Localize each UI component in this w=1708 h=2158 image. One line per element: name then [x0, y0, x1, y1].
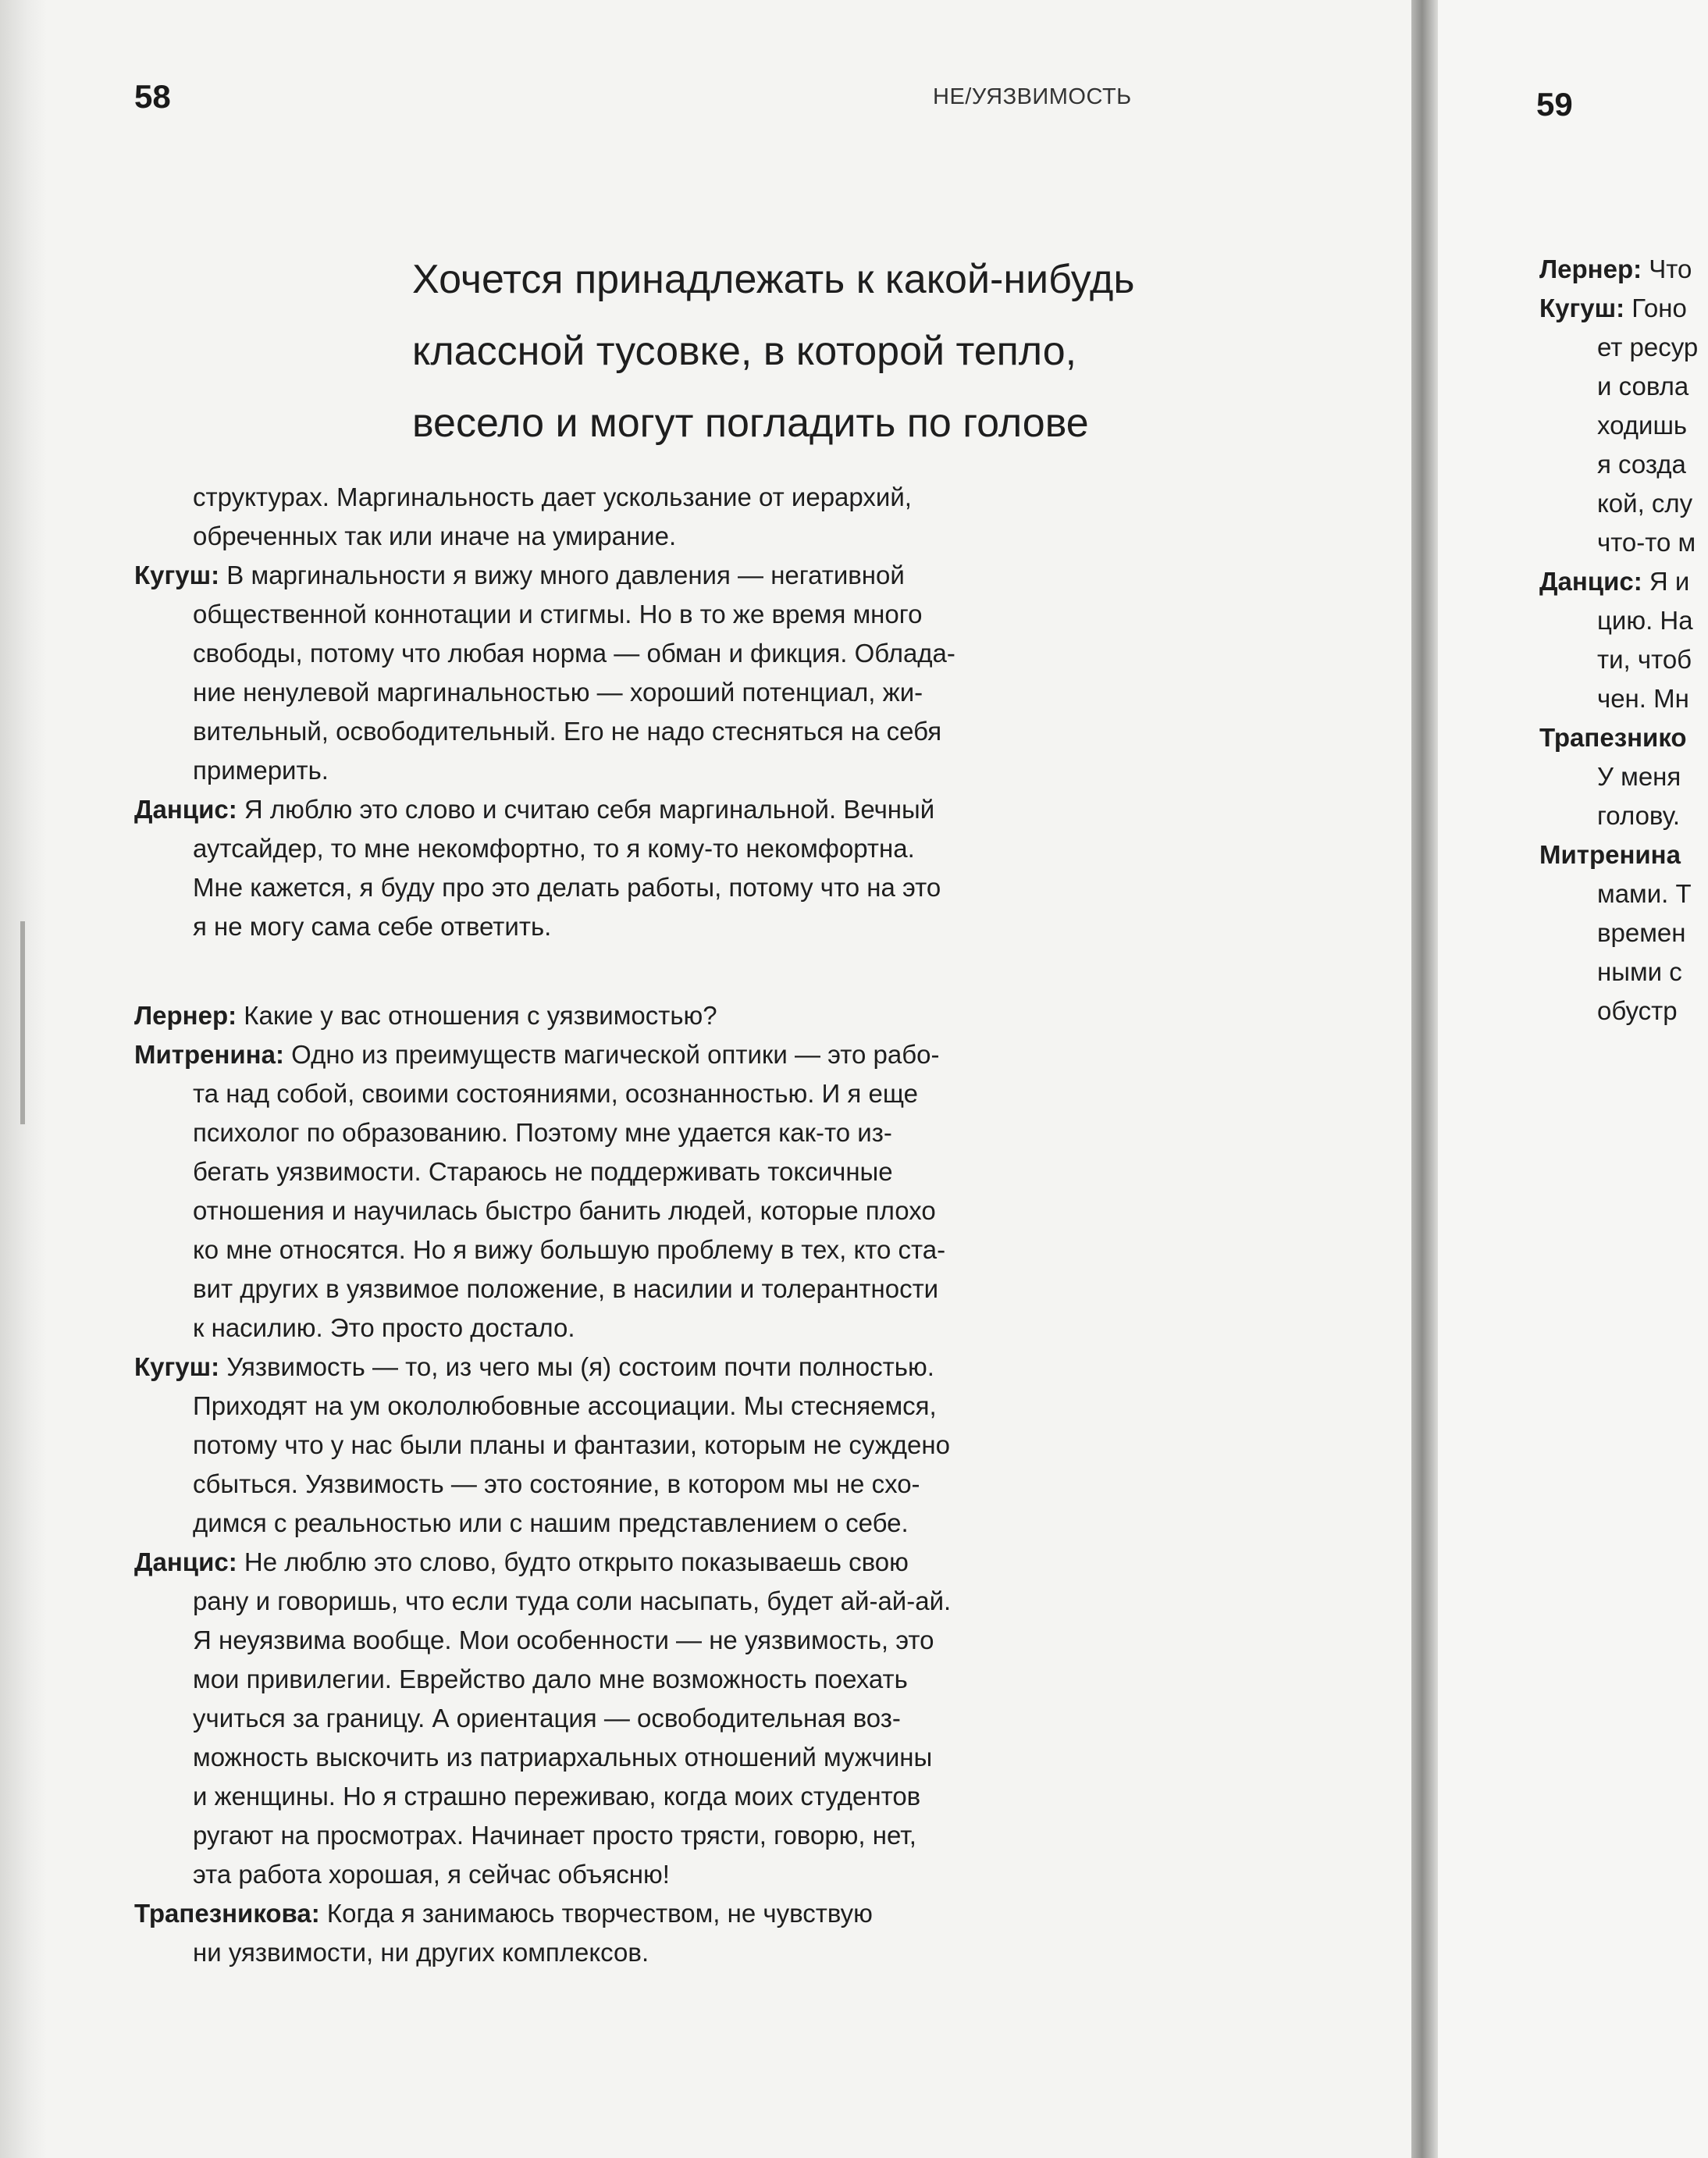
- text-line: [193, 1270, 938, 1309]
- text-line: [1597, 953, 1682, 992]
- text-line: [193, 1074, 918, 1113]
- pull-quote-line: весело и могут погладить по голове: [412, 401, 1089, 446]
- speaker-name: Кугуш:: [134, 561, 220, 589]
- line-text: ние ненулевой маргинальностью — хороший потенциал, жи-: [193, 678, 923, 707]
- line-text: Я неуязвима вообще. Мои особенности — не уязвимость, это: [193, 1626, 934, 1654]
- text-line: [1597, 874, 1692, 913]
- text-line: [193, 1309, 575, 1348]
- line-text: Какие у вас отношения с уязвимостью?: [237, 1001, 717, 1030]
- line-text: ти, чтоб: [1597, 645, 1692, 674]
- text-line: [1539, 250, 1692, 289]
- text-line: [1597, 679, 1689, 718]
- line-text: сбыться. Уязвимость — это состояние, в котором мы не схо-: [193, 1469, 920, 1498]
- line-text: можность выскочить из патриархальных отношений мужчины: [193, 1743, 933, 1772]
- text-line: [193, 1387, 937, 1426]
- book-gutter: [1411, 0, 1438, 2158]
- line-text: отношения и научилась быстро банить людей, которые плохо: [193, 1196, 936, 1225]
- text-line: [193, 1660, 908, 1699]
- line-text: Не люблю это слово, будто открыто показываешь свою: [237, 1547, 909, 1576]
- text-line: [1597, 406, 1687, 445]
- speaker-name: Кугуш:: [1539, 294, 1625, 322]
- page-number-left: 58: [134, 78, 171, 115]
- text-line: [134, 1543, 909, 1582]
- line-text: я созда: [1597, 450, 1686, 479]
- line-text: ет ресур: [1597, 333, 1699, 361]
- text-line: [1597, 601, 1693, 640]
- text-line: [193, 1426, 950, 1465]
- text-line: [134, 1035, 939, 1074]
- text-line: [1597, 796, 1680, 835]
- text-line: [134, 1894, 873, 1933]
- speaker-name: Данцис:: [134, 795, 237, 824]
- line-text: У меня: [1597, 762, 1681, 791]
- text-line: [193, 1777, 920, 1816]
- page-number-right: 59: [1536, 86, 1573, 123]
- line-text: В маргинальности я вижу много давления — негативной: [219, 561, 905, 589]
- text-line: [1597, 523, 1696, 562]
- line-text: и совла: [1597, 372, 1689, 401]
- text-line: [1597, 757, 1681, 796]
- text-line: [193, 712, 941, 751]
- text-line: [193, 1465, 920, 1504]
- text-line: [1597, 992, 1678, 1031]
- pull-quote-line: классной тусовке, в которой тепло,: [412, 329, 1077, 374]
- line-text: общественной коннотации и стигмы. Но в то же время много: [193, 600, 923, 629]
- line-text: Приходят на ум окололюбовные ассоциации. Мы стесняемся,: [193, 1391, 937, 1420]
- line-text: что-то м: [1597, 528, 1696, 557]
- line-text: цию. На: [1597, 606, 1693, 635]
- text-line: [1597, 328, 1698, 367]
- line-text: к насилию. Это просто достало.: [193, 1313, 575, 1342]
- text-line: [1597, 367, 1688, 406]
- line-text: и женщины. Но я страшно переживаю, когда моих студентов: [193, 1782, 921, 1811]
- text-line: [1539, 562, 1689, 601]
- line-text: структурах. Маргинальность дает ускользание от иерархий,: [193, 483, 912, 511]
- text-line: [193, 478, 912, 517]
- speaker-name: Митренина: [1539, 840, 1681, 869]
- line-text: ко мне относятся. Но я вижу большую проблему в тех, кто ста-: [193, 1235, 946, 1264]
- text-line: [1597, 484, 1692, 523]
- line-text: ругают на просмотрах. Начинает просто трясти, говорю, нет,: [193, 1821, 916, 1850]
- line-text: Гоно: [1624, 294, 1687, 322]
- line-text: психолог по образованию. Поэтому мне удается как-то из-: [193, 1118, 892, 1147]
- line-text: вительный, освободительный. Его не надо стесняться на себя: [193, 717, 942, 746]
- text-line: [193, 1191, 936, 1230]
- line-text: Что: [1642, 255, 1692, 283]
- pull-quote: [412, 244, 1271, 459]
- line-text: мои привилегии. Еврейство дало мне возможность поехать: [193, 1665, 908, 1693]
- line-text: примерить.: [193, 756, 329, 785]
- line-text: учиться за границу. А ориентация — освободительная воз-: [193, 1704, 901, 1732]
- line-text: чен. Мн: [1597, 684, 1689, 713]
- text-line: [193, 868, 941, 907]
- text-line: [134, 556, 905, 595]
- text-line: [134, 1348, 934, 1387]
- running-head: НЕ/УЯЗВИМОСТЬ: [933, 84, 1132, 109]
- speaker-name: Лернер:: [1539, 255, 1642, 283]
- text-line: [193, 751, 329, 790]
- line-text: рану и говоришь, что если туда соли насыпать, будет ай-ай-ай.: [193, 1586, 952, 1615]
- text-line: [1539, 835, 1681, 874]
- speaker-name: Трапезникова:: [134, 1899, 320, 1928]
- text-line: [193, 1582, 951, 1621]
- line-text: аутсайдер, то мне некомфортно, то я кому-то некомфортна.: [193, 834, 915, 863]
- text-line: [1539, 718, 1687, 757]
- text-line: [193, 1152, 893, 1191]
- line-text: я не могу сама себе ответить.: [193, 912, 552, 941]
- text-line: [193, 1933, 649, 1972]
- line-text: Я и: [1642, 567, 1690, 596]
- text-line: [193, 1621, 934, 1660]
- speaker-name: Данцис:: [134, 1547, 237, 1576]
- right-page: [1438, 0, 1708, 2158]
- line-text: та над собой, своими состояниями, осознанностью. И я еще: [193, 1079, 918, 1108]
- text-line: [1597, 640, 1692, 679]
- text-line: [193, 829, 915, 868]
- text-line: [193, 1738, 932, 1777]
- line-text: Уязвимость — то, из чего мы (я) состоим почти полностью.: [219, 1352, 934, 1381]
- text-line: [134, 996, 717, 1035]
- text-line: [193, 1816, 916, 1855]
- text-line: [1597, 445, 1686, 484]
- line-text: обустр: [1597, 996, 1678, 1025]
- line-text: ходишь: [1597, 411, 1688, 440]
- text-line: [193, 1504, 909, 1543]
- line-text: димся с реальностью или с нашим представлением о себе.: [193, 1508, 909, 1537]
- speaker-name: Данцис:: [1539, 567, 1642, 596]
- line-text: времен: [1597, 918, 1686, 947]
- line-text: обреченных так или иначе на умирание.: [193, 522, 677, 550]
- line-text: мами. Т: [1597, 879, 1692, 908]
- line-text: Мне кажется, я буду про это делать работы, потому что на это: [193, 873, 941, 902]
- line-text: Одно из преимуществ магической оптики — это рабо-: [283, 1040, 940, 1069]
- pull-quote-line: Хочется принадлежать к какой-нибудь: [412, 257, 1135, 302]
- line-text: ными с: [1597, 957, 1682, 986]
- text-line: [193, 595, 922, 634]
- text-line: [1539, 289, 1687, 328]
- text-line: [134, 790, 934, 829]
- text-line: [193, 1699, 901, 1738]
- text-line: [193, 517, 676, 556]
- speaker-name: Митренина:: [134, 1040, 284, 1069]
- line-text: кой, слу: [1597, 489, 1693, 518]
- line-text: свободы, потому что любая норма — обман и фикция. Облада-: [193, 639, 955, 668]
- line-text: эта работа хорошая, я сейчас объясню!: [193, 1860, 670, 1889]
- text-line: [193, 1113, 892, 1152]
- speaker-name: Трапезнико: [1539, 723, 1687, 752]
- line-text: Я люблю это слово и считаю себя маргинальной. Вечный: [237, 795, 935, 824]
- text-line: [193, 907, 551, 946]
- speaker-name: Лернер:: [134, 1001, 237, 1030]
- text-line: [1597, 913, 1686, 953]
- line-text: вит других в уязвимое положение, в насилии и толерантности: [193, 1274, 939, 1303]
- line-text: Когда я занимаюсь творчеством, не чувствую: [319, 1899, 873, 1928]
- line-text: голову.: [1597, 801, 1681, 830]
- line-text: бегать уязвимости. Стараюсь не поддерживать токсичные: [193, 1157, 893, 1186]
- text-line: [193, 1855, 670, 1894]
- text-line: [193, 673, 923, 712]
- speaker-name: Кугуш:: [134, 1352, 220, 1381]
- line-text: потому что у нас были планы и фантазии, которым не суждено: [193, 1430, 950, 1459]
- text-line: [193, 1230, 945, 1270]
- line-text: ни уязвимости, ни других комплексов.: [193, 1938, 649, 1967]
- text-line: [193, 634, 955, 673]
